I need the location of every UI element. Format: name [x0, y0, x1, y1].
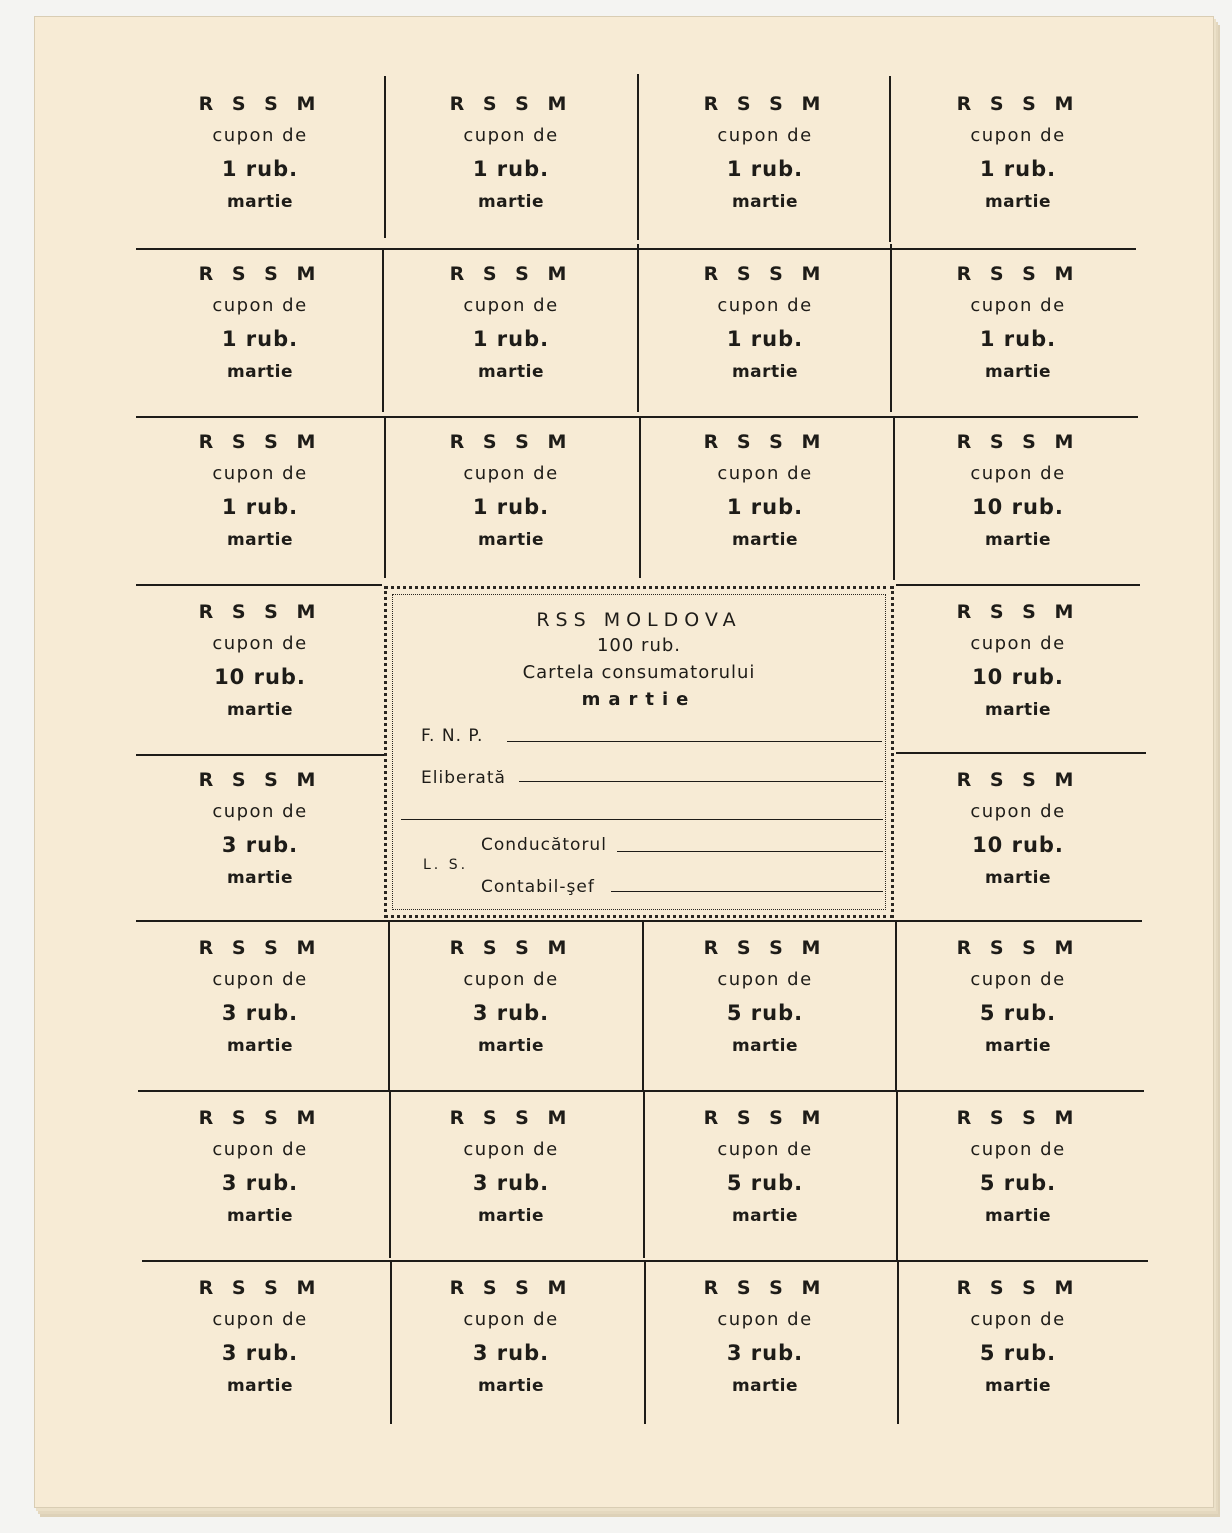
coupon-month: martie	[984, 530, 1052, 550]
coupon-prefix: cupon de	[970, 801, 1066, 822]
coupon-header: R S S M	[956, 601, 1080, 623]
coupon-prefix: cupon de	[970, 295, 1066, 316]
coupon-month: martie	[984, 1376, 1052, 1396]
coupon-prefix: cupon de	[212, 125, 308, 146]
coupon-prefix: cupon de	[463, 969, 559, 990]
issued-field-line-2	[401, 819, 883, 820]
card-month: martie	[581, 689, 697, 710]
coupon-value: 5 rub.	[979, 1341, 1057, 1365]
coupon-header: R S S M	[449, 93, 573, 115]
coupon-value: 3 rub.	[472, 1341, 550, 1365]
stamp-placeholder: L. S.	[423, 857, 469, 873]
accountant-label: Contabil-şef	[481, 877, 595, 897]
coupon-header: R S S M	[956, 1277, 1080, 1299]
coupon-prefix: cupon de	[717, 1309, 813, 1330]
card-title: RSS MOLDOVA	[536, 609, 742, 631]
coupon	[640, 415, 890, 581]
coupon	[893, 585, 1143, 751]
coupon-month: martie	[477, 530, 545, 550]
coupon-value: 3 rub.	[221, 1001, 299, 1025]
coupon-header: R S S M	[198, 93, 322, 115]
coupon	[386, 1261, 636, 1427]
coupon-value: 1 rub.	[979, 327, 1057, 351]
coupon-month: martie	[477, 1376, 545, 1396]
coupon-value: 1 rub.	[221, 157, 299, 181]
fnp-field-line	[507, 741, 882, 742]
coupon-value: 1 rub.	[979, 157, 1057, 181]
coupon-month: martie	[984, 1036, 1052, 1056]
coupon-header: R S S M	[703, 937, 827, 959]
coupon-prefix: cupon de	[463, 1309, 559, 1330]
coupon-month: martie	[477, 1206, 545, 1226]
coupon-month: martie	[984, 868, 1052, 888]
coupon-month: martie	[226, 362, 294, 382]
coupon	[640, 1261, 890, 1427]
coupon	[893, 753, 1143, 919]
coupon-prefix: cupon de	[970, 969, 1066, 990]
coupon-header: R S S M	[449, 1107, 573, 1129]
coupon	[135, 1091, 385, 1257]
coupon	[135, 77, 385, 243]
coupon-header: R S S M	[956, 431, 1080, 453]
coupon-month: martie	[731, 362, 799, 382]
coupon-header: R S S M	[703, 431, 827, 453]
coupon	[386, 77, 636, 243]
coupon	[386, 247, 636, 413]
coupon	[640, 921, 890, 1087]
coupon	[386, 415, 636, 581]
fnp-label: F. N. P.	[421, 726, 484, 746]
coupon-prefix: cupon de	[463, 1139, 559, 1160]
coupon	[893, 1261, 1143, 1427]
coupon-value: 3 rub.	[221, 833, 299, 857]
coupon-header: R S S M	[449, 263, 573, 285]
coupon-value: 3 rub.	[726, 1341, 804, 1365]
coupon-prefix: cupon de	[717, 969, 813, 990]
coupon-prefix: cupon de	[212, 295, 308, 316]
coupon-month: martie	[226, 868, 294, 888]
director-label: Conducătorul	[481, 835, 607, 855]
coupon-header: R S S M	[449, 937, 573, 959]
coupon-month: martie	[984, 192, 1052, 212]
coupon-header: R S S M	[198, 937, 322, 959]
coupon-prefix: cupon de	[970, 125, 1066, 146]
coupon-prefix: cupon de	[970, 1139, 1066, 1160]
coupon	[135, 585, 385, 751]
coupon-value: 10 rub.	[972, 495, 1064, 519]
coupon	[135, 753, 385, 919]
coupon-month: martie	[226, 1036, 294, 1056]
coupon-prefix: cupon de	[970, 463, 1066, 484]
coupon-value: 5 rub.	[979, 1171, 1057, 1195]
consumer-card	[384, 586, 894, 918]
coupon-prefix: cupon de	[717, 125, 813, 146]
coupon-header: R S S M	[956, 263, 1080, 285]
coupon	[893, 1091, 1143, 1257]
coupon-prefix: cupon de	[463, 295, 559, 316]
coupon-value: 3 rub.	[472, 1171, 550, 1195]
coupon-month: martie	[984, 700, 1052, 720]
coupon	[135, 415, 385, 581]
coupon-month: martie	[984, 1206, 1052, 1226]
coupon-header: R S S M	[956, 937, 1080, 959]
coupon-header: R S S M	[703, 1277, 827, 1299]
coupon-header: R S S M	[703, 1107, 827, 1129]
coupon	[135, 1261, 385, 1427]
accountant-field-line	[611, 891, 883, 892]
coupon-month: martie	[226, 700, 294, 720]
coupon-header: R S S M	[956, 1107, 1080, 1129]
coupon-header: R S S M	[956, 769, 1080, 791]
coupon	[135, 921, 385, 1087]
coupon-header: R S S M	[198, 601, 322, 623]
grid-line	[890, 244, 892, 412]
coupon-prefix: cupon de	[463, 463, 559, 484]
coupon-header: R S S M	[198, 263, 322, 285]
issued-field-line	[519, 781, 883, 782]
coupon-prefix: cupon de	[717, 463, 813, 484]
card-subtitle: Cartela consumatorului	[522, 662, 756, 683]
coupon-value: 3 rub.	[221, 1171, 299, 1195]
coupon-value: 1 rub.	[472, 495, 550, 519]
coupon-header: R S S M	[956, 93, 1080, 115]
coupon-month: martie	[477, 362, 545, 382]
coupon-value: 10 rub.	[214, 665, 306, 689]
coupon	[386, 1091, 636, 1257]
coupon-month: martie	[984, 362, 1052, 382]
coupon-value: 1 rub.	[726, 157, 804, 181]
coupon-prefix: cupon de	[212, 1139, 308, 1160]
coupon-value: 10 rub.	[972, 665, 1064, 689]
coupon-month: martie	[226, 1206, 294, 1226]
coupon-month: martie	[731, 192, 799, 212]
coupon-value: 5 rub.	[979, 1001, 1057, 1025]
coupon	[640, 247, 890, 413]
coupon-month: martie	[731, 530, 799, 550]
coupon-month: martie	[226, 1376, 294, 1396]
grid-line	[637, 74, 639, 240]
coupon-prefix: cupon de	[212, 463, 308, 484]
coupon-header: R S S M	[198, 1107, 322, 1129]
grid-line	[637, 244, 639, 412]
coupon-value: 5 rub.	[726, 1001, 804, 1025]
coupon-header: R S S M	[198, 769, 322, 791]
coupon-prefix: cupon de	[970, 633, 1066, 654]
coupon-prefix: cupon de	[717, 1139, 813, 1160]
coupon-prefix: cupon de	[212, 969, 308, 990]
coupon-prefix: cupon de	[212, 633, 308, 654]
coupon-value: 3 rub.	[472, 1001, 550, 1025]
coupon-prefix: cupon de	[212, 1309, 308, 1330]
coupon-header: R S S M	[703, 263, 827, 285]
coupon	[893, 921, 1143, 1087]
card-amount: 100 rub.	[596, 635, 682, 656]
coupon-header: R S S M	[198, 431, 322, 453]
coupon-month: martie	[731, 1376, 799, 1396]
coupon-value: 1 rub.	[726, 495, 804, 519]
coupon-month: martie	[731, 1206, 799, 1226]
coupon-header: R S S M	[449, 1277, 573, 1299]
coupon-value: 1 rub.	[726, 327, 804, 351]
coupon	[640, 1091, 890, 1257]
coupon	[893, 77, 1143, 243]
coupon-value: 1 rub.	[221, 495, 299, 519]
issued-label: Eliberată	[421, 768, 506, 788]
coupon-header: R S S M	[198, 1277, 322, 1299]
coupon	[386, 921, 636, 1087]
coupon-month: martie	[226, 192, 294, 212]
coupon-month: martie	[477, 192, 545, 212]
coupon-month: martie	[226, 530, 294, 550]
coupon	[135, 247, 385, 413]
coupon	[893, 415, 1143, 581]
coupon-value: 5 rub.	[726, 1171, 804, 1195]
coupon-value: 1 rub.	[472, 327, 550, 351]
coupon-month: martie	[477, 1036, 545, 1056]
coupon-value: 1 rub.	[221, 327, 299, 351]
coupon-month: martie	[731, 1036, 799, 1056]
coupon-header: R S S M	[449, 431, 573, 453]
coupon	[640, 77, 890, 243]
coupon-prefix: cupon de	[717, 295, 813, 316]
coupon-prefix: cupon de	[970, 1309, 1066, 1330]
coupon-prefix: cupon de	[212, 801, 308, 822]
coupon-value: 1 rub.	[472, 157, 550, 181]
coupon-value: 10 rub.	[972, 833, 1064, 857]
director-field-line	[617, 851, 883, 852]
coupon-header: R S S M	[703, 93, 827, 115]
coupon-prefix: cupon de	[463, 125, 559, 146]
coupon	[893, 247, 1143, 413]
coupon-value: 3 rub.	[221, 1341, 299, 1365]
